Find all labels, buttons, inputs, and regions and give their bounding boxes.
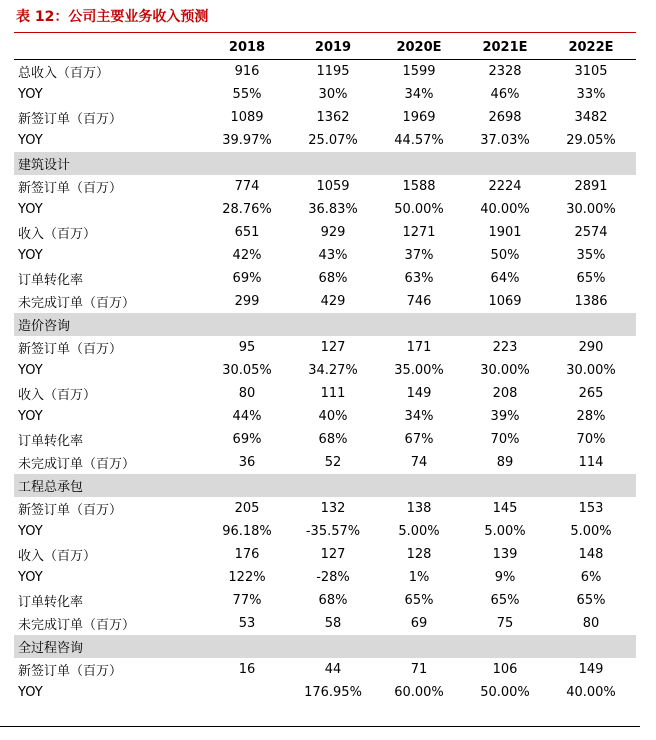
row-label: 新签订单（百万） <box>18 342 123 357</box>
table-cell: 127 <box>320 340 346 355</box>
table-cell: 1195 <box>316 64 350 79</box>
table-cell: 30.00% <box>566 202 616 217</box>
row-label: 新签订单（百万） <box>18 664 123 679</box>
table-cell: 70% <box>576 432 606 447</box>
table-cell: 1969 <box>402 110 436 125</box>
row-label: 订单转化率 <box>18 434 84 449</box>
row-label: 未完成订单（百万） <box>18 618 136 633</box>
table-cell: 153 <box>578 501 604 516</box>
table-cell: 39.97% <box>222 133 272 148</box>
table-cell: 139 <box>492 547 518 562</box>
table-cell: 6% <box>580 570 602 585</box>
row-label: 收入（百万） <box>18 549 97 564</box>
table-cell: 35.00% <box>394 363 444 378</box>
table-cell: 28% <box>576 409 606 424</box>
table-cell: 35% <box>576 248 606 263</box>
table-row <box>14 428 636 451</box>
table-cell: 68% <box>318 432 348 447</box>
table-cell: 64% <box>490 271 520 286</box>
row-label: 未完成订单（百万） <box>18 457 136 472</box>
table-cell: 916 <box>234 64 260 79</box>
table-cell: 55% <box>232 87 262 102</box>
header-year-cell: 2021E <box>482 40 528 55</box>
table-cell: 80 <box>238 386 256 401</box>
table-cell: 176 <box>234 547 260 562</box>
table-cell: 65% <box>576 271 606 286</box>
table-cell: 171 <box>406 340 432 355</box>
table-cell: 95 <box>238 340 256 355</box>
table-cell: 3482 <box>574 110 608 125</box>
section-row <box>14 152 636 175</box>
table-cell: 68% <box>318 593 348 608</box>
table-cell: 42% <box>232 248 262 263</box>
row-label: YOY <box>18 133 43 148</box>
table-cell: 429 <box>320 294 346 309</box>
table-cell: 265 <box>578 386 604 401</box>
row-label: 总收入（百万） <box>18 66 110 81</box>
table-cell: 25.07% <box>308 133 358 148</box>
section-row <box>14 635 636 658</box>
table-cell: 176.95% <box>304 685 362 700</box>
table-header-row <box>14 36 636 60</box>
table-cell: 138 <box>406 501 432 516</box>
table-cell: 63% <box>404 271 434 286</box>
table-cell: 37.03% <box>480 133 530 148</box>
table-cell: 114 <box>578 455 604 470</box>
table-row <box>14 175 636 198</box>
table-cell: -28% <box>316 570 350 585</box>
table-row <box>14 83 636 106</box>
table-cell: 40% <box>318 409 348 424</box>
row-label: YOY <box>18 570 43 585</box>
row-label: YOY <box>18 363 43 378</box>
table-row <box>14 612 636 635</box>
table-row <box>14 106 636 129</box>
table-cell: 132 <box>320 501 346 516</box>
table-cell: 1059 <box>316 179 350 194</box>
table-cell: 30% <box>318 87 348 102</box>
table-row <box>14 520 636 543</box>
table-cell: 651 <box>234 225 260 240</box>
table-cell: 34.27% <box>308 363 358 378</box>
section-label: 全过程咨询 <box>18 641 84 656</box>
table-cell: 58 <box>324 616 342 631</box>
table-row <box>14 543 636 566</box>
table-cell: 774 <box>234 179 260 194</box>
row-label: 订单转化率 <box>18 273 84 288</box>
table-cell: 1588 <box>402 179 436 194</box>
table-row <box>14 60 636 83</box>
table-cell: 2328 <box>488 64 522 79</box>
table-row <box>14 336 636 359</box>
table-row <box>14 451 636 474</box>
table-row <box>14 221 636 244</box>
row-label: YOY <box>18 248 43 263</box>
section-label: 工程总承包 <box>18 480 84 495</box>
table-cell: 5.00% <box>570 524 612 539</box>
header-year-cell: 2022E <box>568 40 614 55</box>
table-cell: 2224 <box>488 179 522 194</box>
row-label: 未完成订单（百万） <box>18 296 136 311</box>
table-row <box>14 658 636 681</box>
table-cell: 75 <box>496 616 514 631</box>
table-cell: 2891 <box>574 179 608 194</box>
table-cell: 33% <box>576 87 606 102</box>
table-cell: 89 <box>496 455 514 470</box>
table-cell: 34% <box>404 409 434 424</box>
table-cell: 60.00% <box>394 685 444 700</box>
table-cell: 65% <box>490 593 520 608</box>
table-cell: 43% <box>318 248 348 263</box>
table-row <box>14 267 636 290</box>
row-label: YOY <box>18 409 43 424</box>
table-cell: 50.00% <box>480 685 530 700</box>
row-label: 订单转化率 <box>18 595 84 610</box>
table-row <box>14 566 636 589</box>
table-cell: 5.00% <box>398 524 440 539</box>
table-cell: 746 <box>406 294 432 309</box>
table-cell: 44.57% <box>394 133 444 148</box>
row-label: YOY <box>18 202 43 217</box>
table-cell: 69 <box>410 616 428 631</box>
table-cell: 122% <box>228 570 266 585</box>
table-cell: 50% <box>490 248 520 263</box>
header-year-cell: 2018 <box>228 40 266 55</box>
table-cell: 149 <box>406 386 432 401</box>
table-cell: 39% <box>490 409 520 424</box>
table-cell: 96.18% <box>222 524 272 539</box>
table-cell: 111 <box>320 386 346 401</box>
table-row <box>14 497 636 520</box>
section-label: 建筑设计 <box>18 158 71 173</box>
table-row <box>14 359 636 382</box>
table-cell: 149 <box>578 662 604 677</box>
table-row <box>14 405 636 428</box>
table-cell: 74 <box>410 455 428 470</box>
table-cell: 34% <box>404 87 434 102</box>
table-cell: 1271 <box>402 225 436 240</box>
table-cell: 71 <box>410 662 428 677</box>
table-cell: 1089 <box>230 110 264 125</box>
section-label: 造价咨询 <box>18 319 71 334</box>
row-label: 新签订单（百万） <box>18 503 123 518</box>
table-row <box>14 129 636 152</box>
section-row <box>14 313 636 336</box>
table-cell: 1901 <box>488 225 522 240</box>
table-cell: 106 <box>492 662 518 677</box>
table-cell: 9% <box>494 570 516 585</box>
table-cell: 80 <box>582 616 600 631</box>
table-cell: 2698 <box>488 110 522 125</box>
table-cell: 30.00% <box>480 363 530 378</box>
table-cell: 145 <box>492 501 518 516</box>
table-row <box>14 290 636 313</box>
section-row <box>14 474 636 497</box>
table-row <box>14 681 636 704</box>
header-year-cell: 2020E <box>396 40 442 55</box>
table-cell: 65% <box>404 593 434 608</box>
table-cell: 36 <box>238 455 256 470</box>
table-cell: 16 <box>238 662 256 677</box>
table-cell: 40.00% <box>480 202 530 217</box>
table-cell: 1386 <box>574 294 608 309</box>
forecast-table <box>14 36 636 704</box>
table-cell: 223 <box>492 340 518 355</box>
table-row <box>14 244 636 267</box>
row-label: YOY <box>18 524 43 539</box>
table-cell: -35.57% <box>305 524 361 539</box>
table-row <box>14 198 636 221</box>
table-cell: 68% <box>318 271 348 286</box>
table-cell: 2574 <box>574 225 608 240</box>
table-cell: 290 <box>578 340 604 355</box>
table-cell: 128 <box>406 547 432 562</box>
table-cell: 50.00% <box>394 202 444 217</box>
table-cell: 1599 <box>402 64 436 79</box>
table-title: 表 12：公司主要业务收入预测 <box>16 9 209 25</box>
table-cell: 40.00% <box>566 685 616 700</box>
row-label: 收入（百万） <box>18 227 97 242</box>
table-cell: 77% <box>232 593 262 608</box>
table-cell: 148 <box>578 547 604 562</box>
table-cell: 29.05% <box>566 133 616 148</box>
table-cell: 52 <box>324 455 342 470</box>
table-body <box>14 60 636 704</box>
table-cell: 70% <box>490 432 520 447</box>
header-year-cell: 2019 <box>314 40 352 55</box>
table-cell: 69% <box>232 271 262 286</box>
table-row <box>14 382 636 405</box>
table-cell: 1362 <box>316 110 350 125</box>
table-cell: 30.05% <box>222 363 272 378</box>
table-cell: 30.00% <box>566 363 616 378</box>
table-cell: 3105 <box>574 64 608 79</box>
table-cell: 37% <box>404 248 434 263</box>
table-cell: 205 <box>234 501 260 516</box>
row-label: YOY <box>18 685 43 700</box>
bottom-rule <box>0 726 640 727</box>
table-cell: 1% <box>408 570 430 585</box>
row-label: 新签订单（百万） <box>18 181 123 196</box>
table-cell: 65% <box>576 593 606 608</box>
table-cell: 46% <box>490 87 520 102</box>
table-cell: 44% <box>232 409 262 424</box>
table-cell: 67% <box>404 432 434 447</box>
table-cell: 28.76% <box>222 202 272 217</box>
title-rule <box>14 32 636 33</box>
row-label: 新签订单（百万） <box>18 112 123 127</box>
table-cell: 929 <box>320 225 346 240</box>
table-cell: 1069 <box>488 294 522 309</box>
row-label: 收入（百万） <box>18 388 97 403</box>
table-row <box>14 589 636 612</box>
table-cell: 69% <box>232 432 262 447</box>
table-cell: 36.83% <box>308 202 358 217</box>
table-cell: 127 <box>320 547 346 562</box>
table-cell: 208 <box>492 386 518 401</box>
row-label: YOY <box>18 87 43 102</box>
table-cell: 44 <box>324 662 342 677</box>
table-cell: 5.00% <box>484 524 526 539</box>
table-cell: 53 <box>238 616 256 631</box>
table-cell: 299 <box>234 294 260 309</box>
